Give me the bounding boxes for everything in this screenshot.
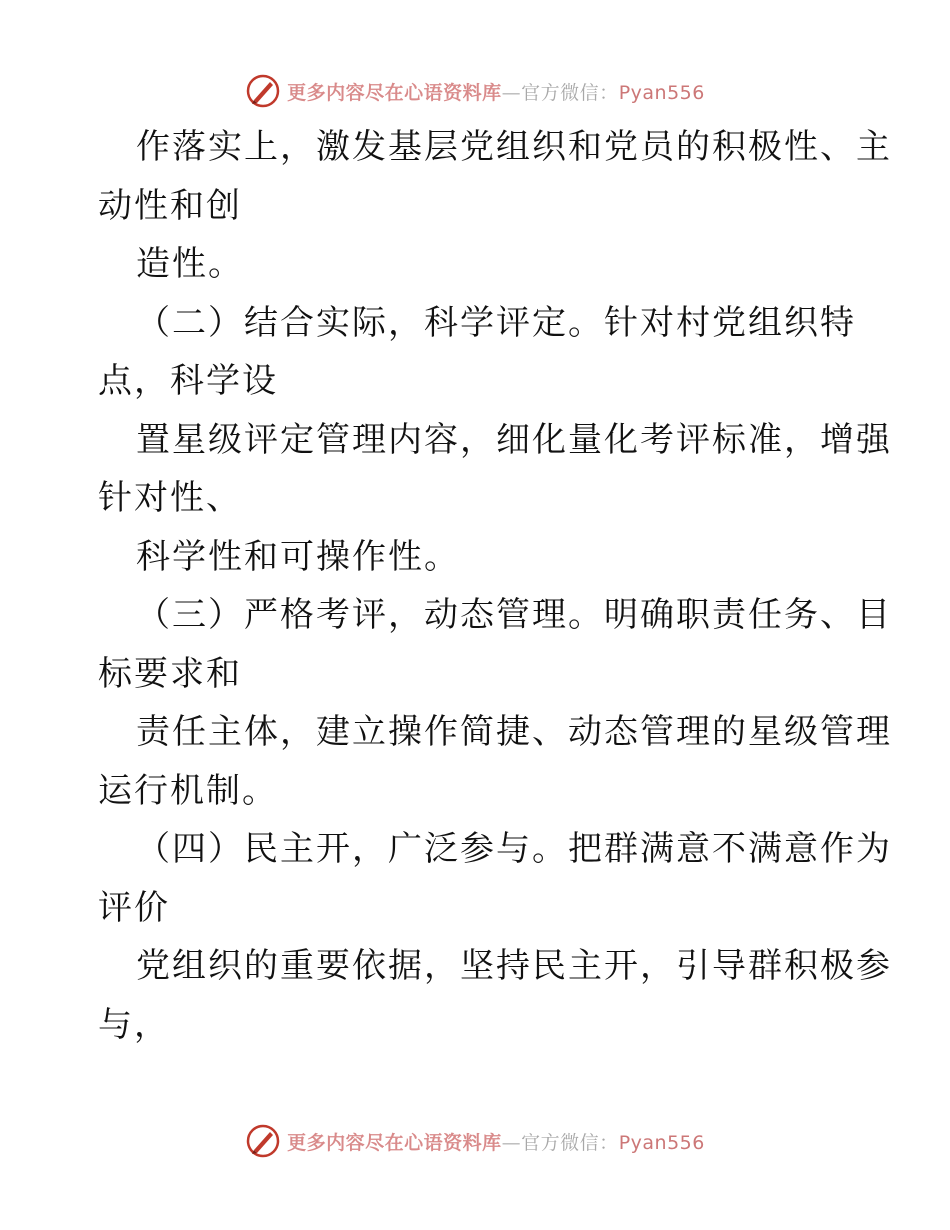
text-line: 动性和创 bbox=[98, 185, 242, 226]
text-line: 责任主体，建立操作简捷、动态管理的星级管理 bbox=[136, 712, 892, 752]
text-line: 造性。 bbox=[136, 244, 244, 284]
watermark-account: Pyan556 bbox=[618, 81, 705, 104]
text-line: 作落实上，激发基层党组织和党员的积极性、主 bbox=[136, 127, 892, 167]
pen-logo-icon bbox=[245, 73, 281, 109]
pen-logo-icon bbox=[245, 1123, 281, 1159]
watermark-text bbox=[287, 78, 705, 105]
text-line: （四）民主开，广泛参与。把群满意不满意作为 bbox=[136, 829, 892, 869]
text-line: 评价 bbox=[98, 887, 170, 928]
header-watermark bbox=[0, 71, 950, 111]
watermark-sub: 官方微信： bbox=[521, 1131, 619, 1154]
text-line: 点，科学设 bbox=[98, 361, 278, 401]
watermark-sub: 官方微信： bbox=[521, 81, 619, 104]
watermark-dash: — bbox=[501, 81, 522, 104]
text-line: 置星级评定管理内容，细化量化考评标准，增强 bbox=[136, 419, 892, 460]
text-line: 党组织的重要依据，坚持民主开，引导群积极参 bbox=[136, 946, 892, 986]
watermark-dash: — bbox=[501, 1131, 522, 1154]
text-line: 标要求和 bbox=[98, 653, 242, 694]
footer-watermark bbox=[0, 1121, 950, 1161]
document-body bbox=[98, 118, 892, 1054]
text-line: 针对性、 bbox=[98, 478, 242, 518]
text-line: （三）严格考评，动态管理。明确职责任务、目 bbox=[136, 595, 892, 635]
watermark-account: Pyan556 bbox=[618, 1131, 705, 1154]
watermark-main: 更多内容尽在心语资料库 bbox=[287, 1131, 502, 1154]
text-line: （二）结合实际，科学评定。针对村党组织特 bbox=[136, 302, 856, 343]
text-line: 科学性和可操作性。 bbox=[136, 536, 460, 577]
watermark-main: 更多内容尽在心语资料库 bbox=[287, 81, 502, 104]
text-line: 运行机制。 bbox=[98, 770, 278, 811]
text-line: 与， bbox=[98, 1004, 170, 1045]
watermark-text bbox=[287, 1128, 705, 1155]
